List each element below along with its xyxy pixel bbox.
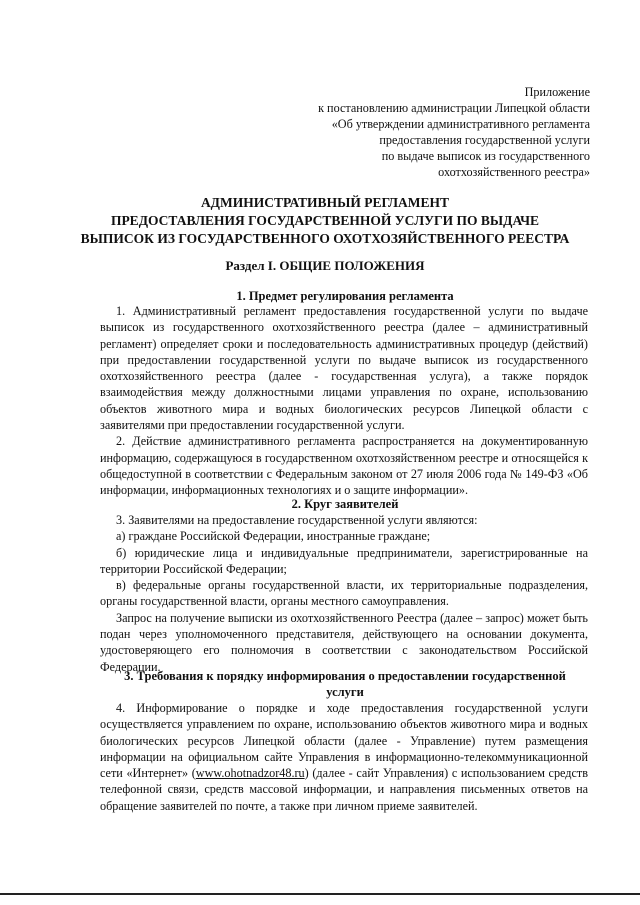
appendix-line: «Об утверждении административного регламента bbox=[331, 117, 590, 131]
subsection-1-heading: 1. Предмет регулирования регламента bbox=[236, 289, 454, 303]
paragraph: Запрос на получение выписки из охотхозяйственного Реестра (далее – запрос) может быть подан через уполномоченного представителя, действующего на основании документа, удостоверяющего его полномочия в соответствии с законодательством Российской Федерации. bbox=[100, 610, 588, 674]
appendix-line: предоставления государственной услуги bbox=[379, 133, 590, 147]
subsection-3-body bbox=[100, 700, 588, 814]
subsection-2-heading: 2. Круг заявителей bbox=[291, 497, 399, 511]
paragraph-text: 4. Информирование о порядке и ходе предоставления государственной услуги осуществляется управлением по охране, использованию объектов животного мира и водных биологических ресурсов Липецкой области (далее - Управление) путем размещения информации на официальном сайте Управления в информационно-телекоммуникационной сети «Интернет» ( bbox=[100, 701, 588, 781]
subsection-2-body bbox=[100, 512, 588, 675]
paragraph-text: ) (далее - сайт Управления) с использованием средств телефонной связи, средств массовой информации, и направления письменных ответов на обращение заявителей по почте, а также при личном приеме заявителей. bbox=[100, 766, 588, 813]
paragraph: а) граждане Российской Федерации, иностранные граждане; bbox=[116, 529, 431, 544]
appendix-line: по выдаче выписок из государственного bbox=[381, 149, 590, 163]
heading-line: 3. Требования к порядку информирования о предоставлении государственной bbox=[124, 669, 566, 683]
subsection-3-heading bbox=[95, 668, 595, 700]
paragraph: в) федеральные органы государственной власти, их территориальные подразделения, органы государственной власти, органы местного самоуправления. bbox=[100, 578, 588, 609]
document-title bbox=[60, 194, 590, 248]
subsection-1-body bbox=[100, 303, 588, 499]
paragraph: 1. Административный регламент предоставления государственной услуги по выдаче выписок из государственного охотхозяйственного реестра (далее – административный регламент) определяет сроки и последовательность административных процедур (действий) при предоставлении государственной услуги по выдаче выписок из государственного охотхозяйственного реестра (далее - государственная услуга), а также порядок взаимодействия между должностными лицами управления по охране, использованию объектов животного мира и водных биологических ресурсов Липецкой области с заявителями при предоставлении государственной услуги. bbox=[100, 304, 588, 433]
paragraph: 2. Действие административного регламента распространяется на документированную информацию, содержащуюся в государственном охотхозяйственном реестре и относящейся к общедоступной в соответствии с Федеральным законом от 27 июля 2006 года № 149-ФЗ «Об информации, информационных технологиях и о защите информации». bbox=[100, 434, 588, 498]
title-line: АДМИНИСТРАТИВНЫЙ РЕГЛАМЕНТ bbox=[200, 195, 450, 210]
paragraph: 3. Заявителями на предоставление государственной услуги являются: bbox=[116, 513, 478, 527]
appendix-line: Приложение bbox=[524, 85, 590, 99]
appendix-line: охотхозяйственного реестра» bbox=[438, 165, 590, 179]
paragraph: б) юридические лица и индивидуальные предприниматели, зарегистрированные на территории Российской Федерации; bbox=[100, 545, 588, 576]
section-heading: Раздел I. ОБЩИЕ ПОЛОЖЕНИЯ bbox=[225, 258, 425, 273]
footer-rule bbox=[0, 893, 640, 895]
website-link[interactable]: www.ohotnadzor48.ru bbox=[195, 766, 305, 781]
appendix-block bbox=[260, 84, 590, 180]
title-line: ПРЕДОСТАВЛЕНИЯ ГОСУДАРСТВЕННОЙ УСЛУГИ ПО ВЫДАЧЕ bbox=[110, 213, 540, 228]
paragraph bbox=[100, 700, 588, 814]
title-line: ВЫПИСОК ИЗ ГОСУДАРСТВЕННОГО ОХОТХОЗЯЙСТВЕННОГО РЕЕСТРА bbox=[80, 231, 570, 246]
appendix-line: к постановлению администрации Липецкой области bbox=[318, 101, 590, 115]
heading-line: услуги bbox=[326, 685, 364, 699]
